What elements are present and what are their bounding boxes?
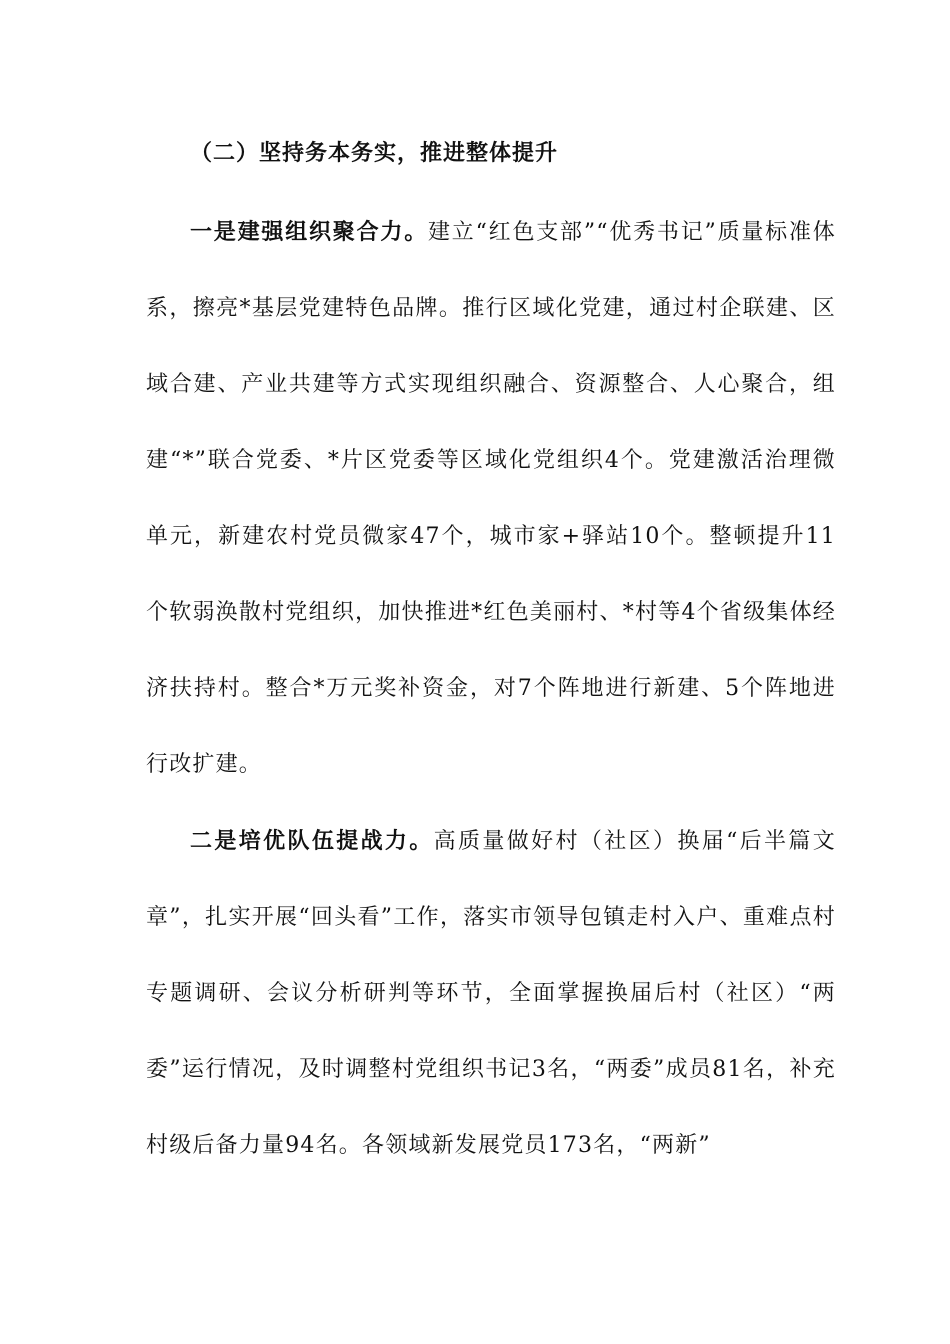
section-heading: （二）坚持务本务实，推进整体提升 xyxy=(190,140,559,166)
paragraph-body: 高质量做好村（社区）换届“后半篇文章”，扎实开展“回头看”工作，落实市领导包镇走村入户、重难点村专题调研、会议分析研判等环节，全面掌握换届后村（社区）“两委”运行情况，及时调整村党组织书记3名，“两委”成员81名，补充村级后备力量94名。各领域新发展党员173名，“两新” xyxy=(146,829,836,1158)
paragraph-team xyxy=(146,803,836,1184)
paragraph-lead: 二是培优队伍提战力。 xyxy=(190,828,434,854)
paragraph-organization xyxy=(146,194,836,803)
paragraph-body: 建立“红色支部”“优秀书记”质量标准体系，擦亮*基层党建特色品牌。推行区域化党建，通过村企联建、区域合建、产业共建等方式实现组织融合、资源整合、人心聚合，组建“*”联合党委、*片区党委等区域化党组织4个。党建激活治理微单元，新建农村党员微家47个，城市家+驿站10个。整顿提升11个软弱涣散村党组织，加快推进*红色美丽村、*村等4个省级集体经济扶持村。整合*万元奖补资金，对7个阵地进行新建、5个阵地进行改扩建。 xyxy=(146,220,836,777)
paragraph-lead: 一是建强组织聚合力。 xyxy=(190,219,428,245)
